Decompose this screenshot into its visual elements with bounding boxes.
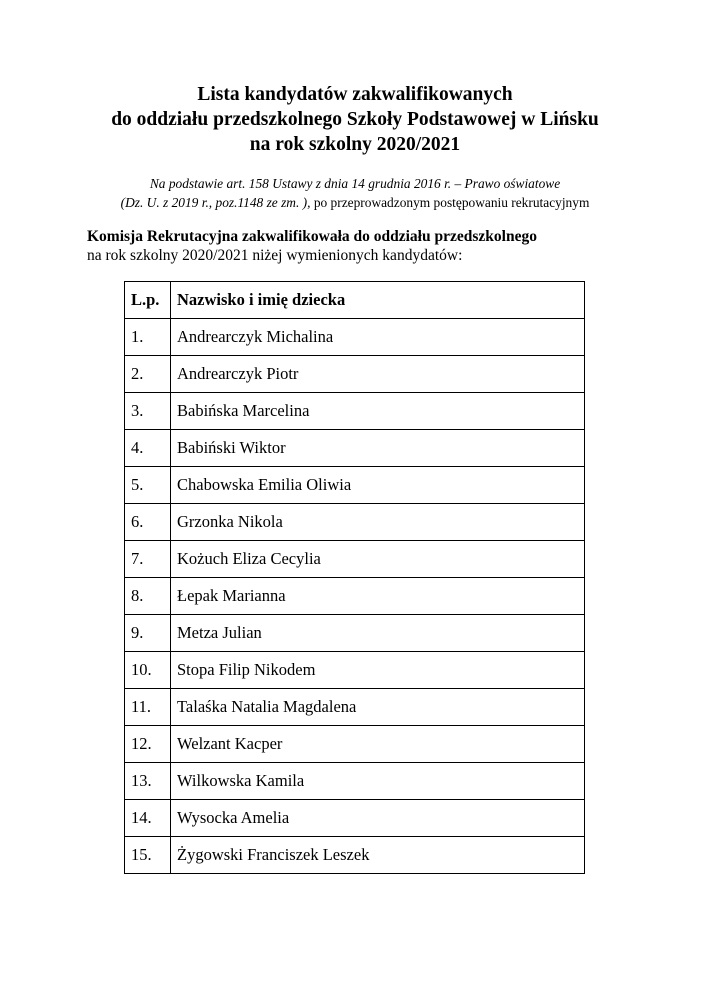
title-line-1: Lista kandydatów zakwalifikowanych bbox=[197, 84, 513, 105]
legal-basis-line-2 bbox=[0, 193, 710, 212]
row-number: 1. bbox=[125, 319, 171, 356]
row-number: 9. bbox=[125, 615, 171, 652]
table-row bbox=[125, 393, 585, 430]
child-name: Żygowski Franciszek Leszek bbox=[171, 837, 585, 874]
row-number: 7. bbox=[125, 541, 171, 578]
child-name: Metza Julian bbox=[171, 615, 585, 652]
table-row bbox=[125, 467, 585, 504]
row-number: 4. bbox=[125, 430, 171, 467]
table-header-row bbox=[125, 282, 585, 319]
child-name: Babiński Wiktor bbox=[171, 430, 585, 467]
row-number: 11. bbox=[125, 689, 171, 726]
title-line-2: do oddziału przedszkolnego Szkoły Podstawowej w Lińsku bbox=[111, 109, 599, 130]
table-row bbox=[125, 319, 585, 356]
intro-text bbox=[87, 227, 537, 265]
child-name: Talaśka Natalia Magdalena bbox=[171, 689, 585, 726]
title-line-3: na rok szkolny 2020/2021 bbox=[249, 134, 461, 155]
legal-basis-citation: (Dz. U. z 2019 r., poz.1148 ze zm. ), bbox=[120, 195, 311, 210]
table-row bbox=[125, 726, 585, 763]
table-row bbox=[125, 763, 585, 800]
child-name: Wilkowska Kamila bbox=[171, 763, 585, 800]
row-number: 3. bbox=[125, 393, 171, 430]
table-row bbox=[125, 430, 585, 467]
row-number: 10. bbox=[125, 652, 171, 689]
child-name: Babińska Marcelina bbox=[171, 393, 585, 430]
table-row bbox=[125, 689, 585, 726]
legal-basis bbox=[0, 174, 710, 212]
child-name: Andrearczyk Michalina bbox=[171, 319, 585, 356]
table-row bbox=[125, 837, 585, 874]
table-row bbox=[125, 504, 585, 541]
table-row bbox=[125, 800, 585, 837]
candidates-table bbox=[124, 281, 585, 874]
row-number: 15. bbox=[125, 837, 171, 874]
row-number: 2. bbox=[125, 356, 171, 393]
intro-line-1: Komisja Rekrutacyjna zakwalifikowała do oddziału przedszkolnego bbox=[87, 228, 537, 245]
row-number: 13. bbox=[125, 763, 171, 800]
child-name: Chabowska Emilia Oliwia bbox=[171, 467, 585, 504]
child-name: Stopa Filip Nikodem bbox=[171, 652, 585, 689]
table-row bbox=[125, 356, 585, 393]
child-name: Kożuch Eliza Cecylia bbox=[171, 541, 585, 578]
row-number: 8. bbox=[125, 578, 171, 615]
child-name: Andrearczyk Piotr bbox=[171, 356, 585, 393]
row-number: 12. bbox=[125, 726, 171, 763]
child-name: Wysocka Amelia bbox=[171, 800, 585, 837]
child-name: Łepak Marianna bbox=[171, 578, 585, 615]
child-name: Grzonka Nikola bbox=[171, 504, 585, 541]
table-row bbox=[125, 615, 585, 652]
table-row bbox=[125, 578, 585, 615]
table-row bbox=[125, 652, 585, 689]
row-number: 6. bbox=[125, 504, 171, 541]
document-title bbox=[0, 82, 710, 157]
legal-basis-line-1: Na podstawie art. 158 Ustawy z dnia 14 grudnia 2016 r. – Prawo oświatowe bbox=[149, 176, 561, 191]
child-name: Welzant Kacper bbox=[171, 726, 585, 763]
row-number: 14. bbox=[125, 800, 171, 837]
header-lp: L.p. bbox=[125, 282, 171, 319]
row-number: 5. bbox=[125, 467, 171, 504]
intro-line-2: na rok szkolny 2020/2021 niżej wymienionych kandydatów: bbox=[87, 247, 463, 264]
legal-basis-suffix: po przeprowadzonym postępowaniu rekrutacyjnym bbox=[310, 195, 590, 210]
table-row bbox=[125, 541, 585, 578]
header-name: Nazwisko i imię dziecka bbox=[171, 282, 585, 319]
